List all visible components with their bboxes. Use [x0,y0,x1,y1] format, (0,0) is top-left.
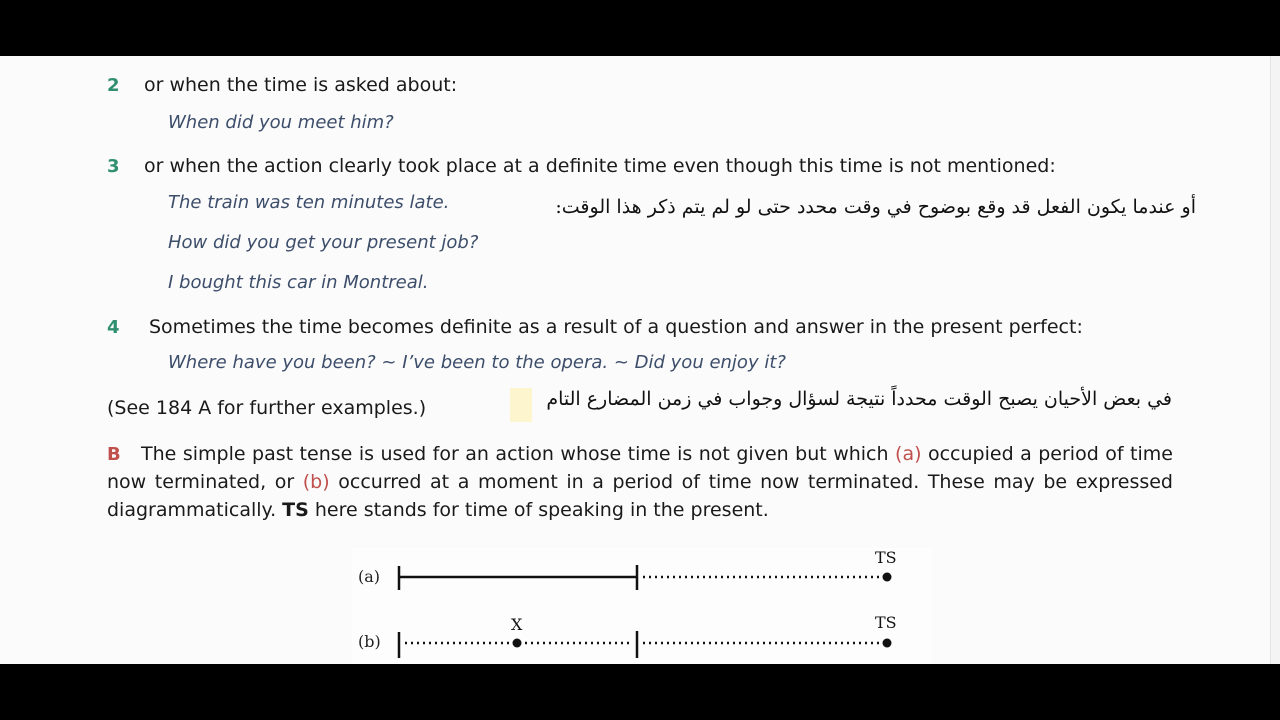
item-text: or when the time is asked about: [144,74,458,96]
label-b: (b) [302,471,330,493]
see-also-note: (See 184 A for further examples.) [107,397,427,419]
example-sentence: How did you get your present job? [168,232,479,253]
ts-label-a: TS [875,548,897,567]
example-sentence: When did you meet him? [168,112,394,133]
item-text: Sometimes the time becomes definite as a result of a question and answer in the present perfect: [149,316,1083,338]
arabic-translation: أو عندما يكون الفعل قد وقع بوضوح في وقت محدد حتى لو لم يتم ذكر هذا الوقت: [555,196,1196,218]
example-sentence: The train was ten minutes late. [168,192,450,213]
timeline-diagram [352,548,932,664]
item-number: 4 [107,317,120,338]
letterbox-bottom [0,664,1280,720]
example-sentence: Where have you been? ~ I’ve been to the opera. ~ Did you enjoy it? [168,352,786,373]
row-a-label: (a) [358,567,381,586]
letterbox-top [0,0,1280,56]
ts-point-a [883,573,892,582]
label-a: (a) [895,443,922,465]
arabic-translation: في بعض الأحيان يصبح الوقت محدداً نتيجة لسؤال وجواب في زمن المضارع التام [546,388,1172,410]
item-number: 3 [107,156,120,177]
scrollbar[interactable] [1270,56,1280,664]
ts-point-b [883,639,892,648]
x-point [513,639,522,648]
item-number: 2 [107,75,120,96]
ts-label-b: TS [875,613,897,632]
timeline-svg [352,548,932,664]
section-b-paragraph: The simple past tense is used for an action whose time is not given but which (a) occupied a period of time now terminated, or (b) occurred at a moment in a period of time now terminated. These may be expressed diagrammatically. TS here stands for time of speaking in the present. [107,443,1173,521]
x-label: X [511,615,523,634]
row-b-label: (b) [358,632,381,651]
item-text: or when the action clearly took place at a definite time even though this time is not mentioned: [144,155,1056,177]
example-sentence: I bought this car in Montreal. [168,272,429,293]
highlight-mark [510,388,532,422]
ts-term: TS [282,499,309,521]
section-letter: B [107,444,121,465]
